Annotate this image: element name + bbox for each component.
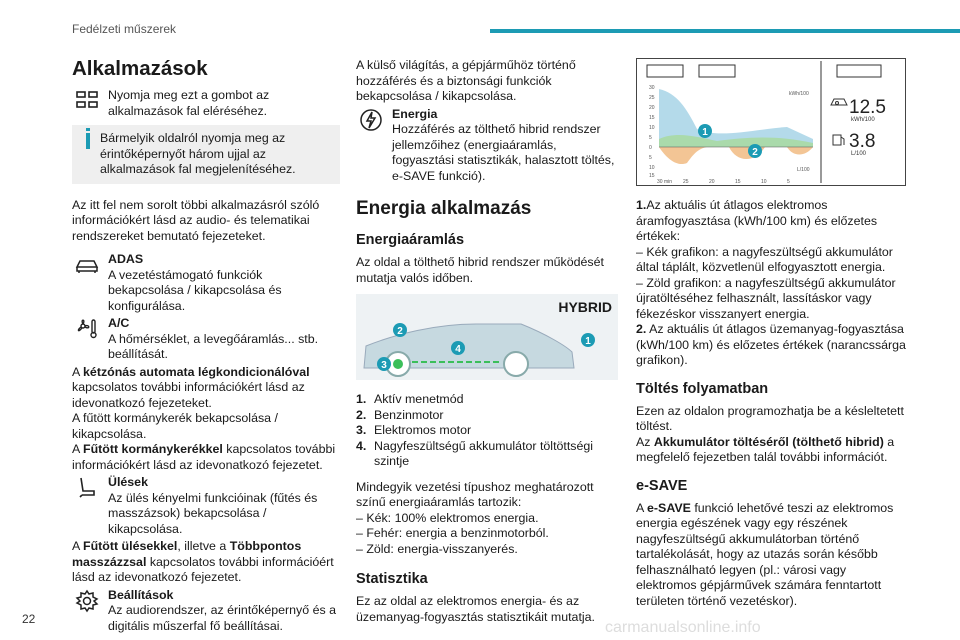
stats-text: Ez az oldal az elektromos energia- és az üzemanyag-fogyasztás statisztikáit mutatja. [356, 594, 595, 624]
ac-p4-a: A [72, 442, 84, 456]
seat-title: Ülések [108, 475, 148, 489]
column-3 [636, 58, 906, 609]
ac-p4-c: kapcsolatos további információkért lásd az idevonatkozó fejezetet. [72, 442, 336, 472]
adas-title: ADAS [108, 252, 144, 266]
info-text: Bármelyik oldalról nyomja meg az érintőképernyőt három ujjal az alkalmazások fal megjelenítéséhez. [100, 131, 296, 176]
xtick: 5 [787, 179, 790, 185]
ac-text: A hőmérséklet, a levegőáramlás... stb. beállítását. [108, 331, 319, 361]
xtick: 20 [709, 179, 715, 185]
flow-types-text: Mindegyik vezetési típushoz meghatározott színű energiaáramlás tartozik: [356, 479, 594, 509]
ac-p2-c: kapcsolatos további információkért lásd az idevonatkozó fejezeteket. [72, 380, 305, 410]
num-2: 2. [636, 322, 647, 336]
esave-a: A [636, 500, 648, 515]
running-header: Fedélzeti műszerek [72, 22, 177, 36]
settings-title: Beállítások [108, 587, 174, 602]
info-icon-dot [86, 128, 90, 131]
hybrid-flow-figure [356, 294, 618, 380]
fuel-consumption-unit: L/100 [851, 151, 867, 157]
callout-1: 1 [585, 336, 591, 347]
gear-icon [72, 588, 102, 616]
graph-tab-3 [837, 65, 881, 77]
hybrid-label: HYBRID [558, 299, 612, 315]
ac-title: A/C [108, 316, 130, 330]
rear-wheel-icon [504, 352, 528, 376]
charging-heading: Töltés folyamatban [636, 380, 769, 397]
orange-area-3 [787, 147, 813, 155]
seat-icon [72, 475, 102, 503]
ev-consumption-value: 12.5 [849, 97, 886, 118]
seat-para-2 [72, 539, 340, 586]
unit-bottom: L/100 [797, 167, 810, 173]
charge-p2-a: Az [636, 434, 654, 449]
xtick: 15 [735, 179, 741, 185]
app-grid-icon [72, 88, 102, 116]
ytick: 20 [649, 105, 655, 111]
charge-p2-c: a megfelelő fejezetben talál további információt. [636, 434, 895, 464]
apps-intro-text: Nyomja meg ezt a gombot az alkalmazások fal eléréséhez. [108, 88, 270, 118]
esave-b: e-SAVE [647, 500, 691, 515]
graph-callout-1: 1 [702, 127, 708, 138]
ytick: 0 [649, 145, 652, 151]
graph-desc-blue: – Kék grafikon: a nagyfeszültségű akkumulátor által táplált, közvetlenül elfogyasztott energia. [636, 244, 893, 274]
page-number: 22 [22, 612, 36, 626]
ev-consumption-icon [831, 99, 847, 105]
title-alkalmazasok: Alkalmazások [72, 57, 208, 80]
column-1 [72, 58, 340, 636]
graph-desc-2 [636, 322, 906, 369]
apps-button-row [72, 88, 340, 119]
ac-p2-b: kétzónás automata légkondicionálóval [83, 364, 310, 379]
graph-tab-1 [647, 65, 683, 77]
list-item: 3. Elektromos motor [356, 423, 472, 437]
list-item: 4. Nagyfeszültségű akkumulátor töltöttségi szintje [356, 438, 594, 468]
ac-row [72, 316, 340, 363]
seat-p2-a: A [72, 539, 84, 553]
ac-p4-b: Fűtött kormánykerékkel [83, 442, 223, 456]
graph-desc-1 [636, 198, 906, 245]
ytick: 5 [649, 155, 652, 161]
seat-p2-e: kapcsolatos további információért lásd az idevonatkozó fejezetet. [72, 554, 334, 584]
ytick: 10 [649, 165, 655, 171]
fuel-consumption-value: 3.8 [849, 131, 876, 152]
column-2 [356, 58, 618, 633]
seat-text: Az ülés kényelmi funkcióinak (fűtés és masszázsok) bekapcsolása / kikapcsolása. [108, 490, 318, 536]
orange-area-1 [659, 147, 707, 164]
list-item: 2. Benzinmotor [356, 407, 444, 422]
esave-c: funkció lehetővé teszi az elektromos energia egészének vagy egy részének nagyfeszültségű akkumulátorban történő tartalékolását, hogy az utazás során később felhasználható legyen (pl.: városi vagy elektromos gépjárművek számára fenntartott területen történő vezetéskor). [636, 500, 894, 608]
electric-motor-icon [393, 359, 403, 369]
esave-text [636, 501, 906, 610]
ytick: 15 [649, 115, 655, 121]
consumption-graph [637, 59, 905, 185]
ac-p2-a: A [72, 364, 84, 379]
graph-desc-2-text: Az aktuális út átlagos üzemanyag-fogyasztása (kWh/100 km) és előzetes értékek (narancssárga grafikon). [636, 322, 906, 367]
seat-p2-b: Fűtött ülésekkel [83, 539, 178, 553]
flow-type-white: – Fehér: energia a benzinmotorból. [356, 526, 549, 540]
flow-text: Az oldal a tölthető hibrid rendszer működését mutatja valós időben. [356, 255, 604, 285]
ytick: 10 [649, 125, 655, 131]
ytick: 15 [649, 173, 655, 179]
adas-row [72, 252, 340, 314]
ev-consumption-unit: kWh/100 [851, 117, 875, 123]
xtick: 30 min [657, 179, 673, 185]
xtick: 25 [683, 179, 689, 185]
flow-type-blue: – Kék: 100% elektromos energia. [356, 510, 539, 525]
ytick: 5 [649, 135, 652, 141]
flow-heading: Energiaáramlás [356, 232, 465, 248]
graph-tab-2 [699, 65, 735, 77]
graph-callout-2: 2 [752, 147, 758, 158]
header-accent-bar [490, 29, 960, 33]
lighting-text: A külső világítás, a gépjárműhöz történő hozzáférés és a biztonsági funkciók bekapcsolása / kikapcsolása. [356, 58, 576, 103]
consumption-graph-figure [636, 58, 906, 186]
fuel-pump-icon [833, 135, 844, 145]
car-icon [72, 252, 102, 280]
list-intro: Az itt fel nem sorolt többi alkalmazásról szóló információkért lásd az audio- és telematikai rendszereket bemutató fejezeteket. [72, 197, 320, 243]
callout-2: 2 [397, 326, 403, 337]
charging-text-1: Ezen az oldalon programozhatja be a késleltetett töltést. [636, 403, 904, 433]
ac-para-2 [72, 365, 340, 412]
energy-bolt-icon [356, 107, 386, 135]
footer-watermark: carmanualsonline.info [605, 619, 761, 636]
seat-p2-c: , illetve a [177, 539, 230, 553]
list-item: 1. Aktív menetmód [356, 392, 464, 406]
adas-text: A vezetéstámogató funkciók bekapcsolása / kikapcsolása és konfigurálása. [108, 267, 282, 313]
callout-3: 3 [381, 360, 387, 371]
seat-row [72, 475, 340, 537]
ytick: 30 [649, 85, 655, 91]
callout-4: 4 [455, 344, 461, 355]
energy-title: Energia [392, 106, 438, 121]
num-1: 1. [636, 198, 647, 212]
energy-row [356, 107, 618, 185]
settings-text: Az audiorendszer, az érintőképernyő és a digitális műszerfal fő beállításai. [108, 603, 336, 633]
graph-desc-1-text: Az aktuális út átlagos elektromos áramfogyasztása (kWh/100 km) és előzetes értékek: [636, 198, 878, 243]
charge-p2-b: Akkumulátor töltéséről (tölthető hibrid) [653, 434, 884, 449]
charging-text-2 [636, 435, 906, 466]
ytick: 25 [649, 95, 655, 101]
ac-para-3: A fűtött kormánykerék bekapcsolása / kikapcsolása. [72, 411, 278, 441]
settings-row [72, 588, 340, 635]
energy-app-heading: Energia alkalmazás [356, 198, 532, 219]
ac-para-4 [72, 442, 340, 473]
fan-thermometer-icon [72, 316, 102, 344]
flow-legend-list [356, 392, 618, 470]
flow-type-green: – Zöld: energia-visszanyerés. [356, 541, 518, 556]
esave-heading: e-SAVE [636, 477, 688, 494]
info-icon [86, 133, 90, 149]
seat-p2-d: Többpontos masszázzsal [72, 539, 302, 569]
info-box [72, 125, 340, 184]
xtick: 10 [761, 179, 767, 185]
energy-text: Hozzáférés az tölthető hibrid rendszer jellemzőihez (energiaáramlás, fogyasztási statisztikák, halasztott töltés, e-SAVE funkció). [392, 122, 615, 183]
graph-desc-green: – Zöld grafikon: a nagyfeszültségű akkumulátor újratöltéséhez felhasznált, lassításkor vagy fékezéskor visszanyert energia. [636, 275, 896, 321]
stats-heading: Statisztika [356, 571, 428, 587]
unit-top: kWh/100 [789, 91, 809, 97]
